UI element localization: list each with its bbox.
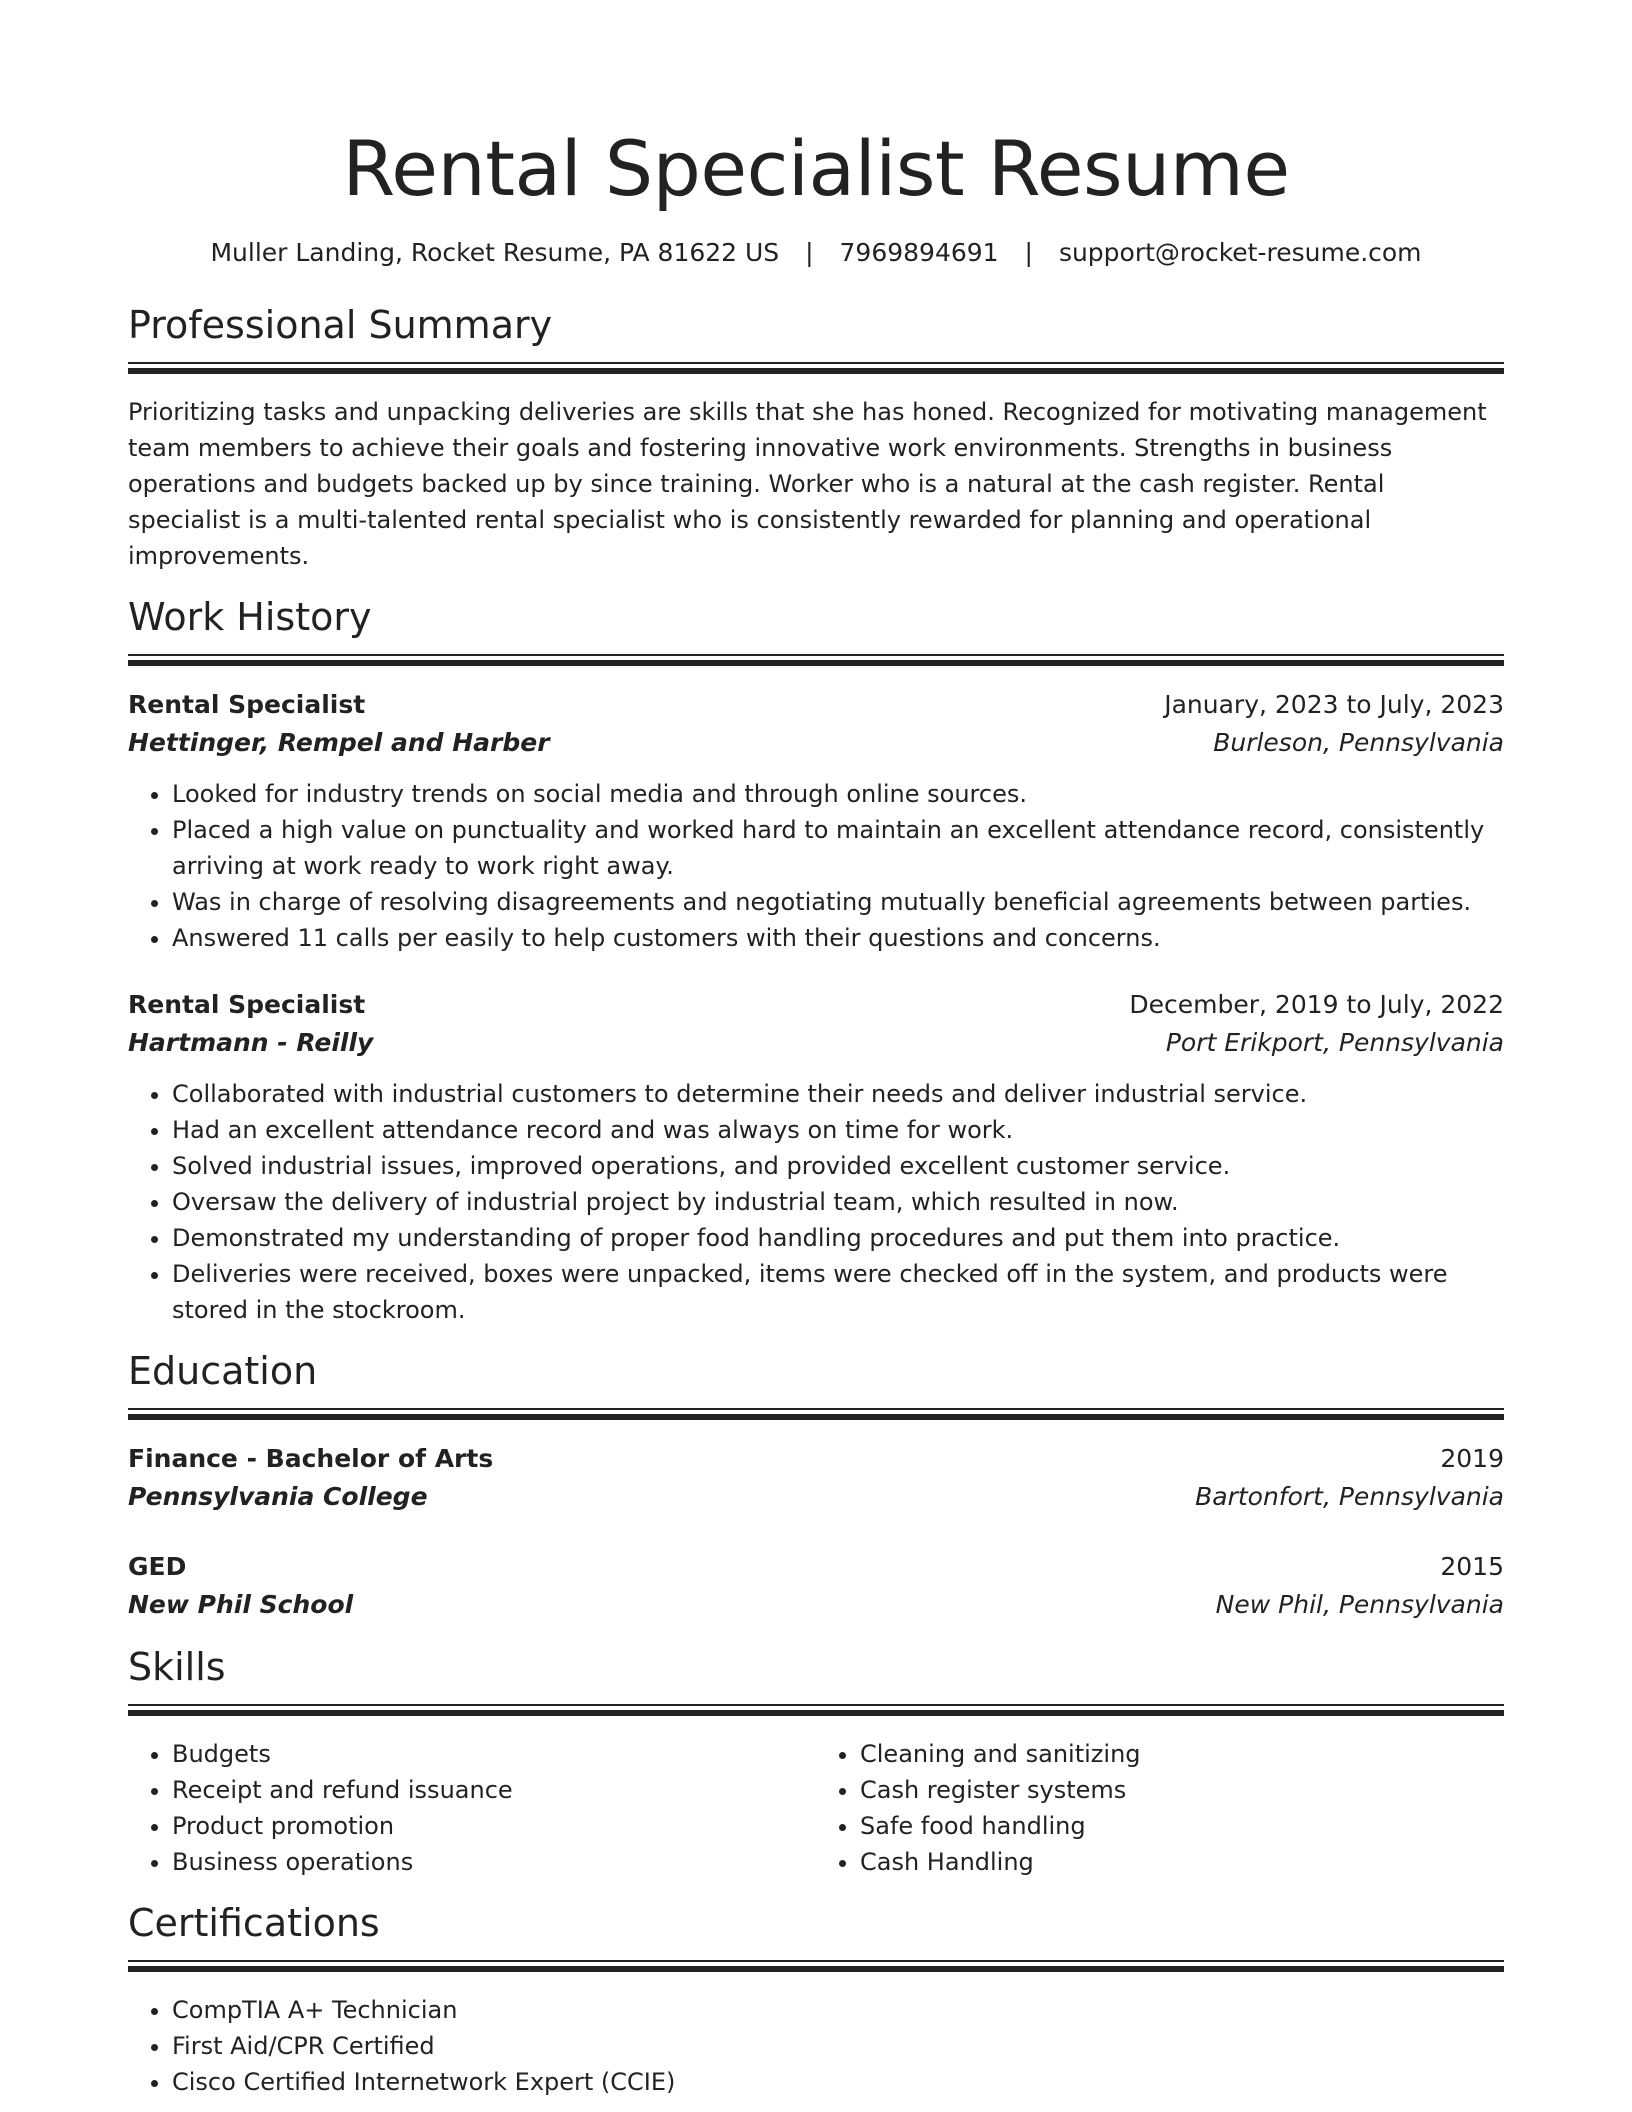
skills-heading: Skills <box>128 1645 226 1689</box>
education-degree: GED <box>128 1552 187 1581</box>
certifications-heading: Certifications <box>128 1901 380 1945</box>
education-year: 2019 <box>1440 1444 1504 1473</box>
job-entry <box>128 986 1504 1328</box>
job-bullet: • Was in charge of resolving disagreements and negotiating mutually beneficial agreements between parties. <box>172 884 1504 920</box>
certifications-list <box>128 1992 1504 2100</box>
job-company: Hettinger, Rempel and Harber <box>128 728 550 757</box>
certification-item: • CompTIA A+ Technician <box>172 1992 1504 2028</box>
job-title: Rental Specialist <box>128 990 366 1019</box>
skill-item: • Product promotion <box>172 1808 816 1844</box>
job-location: Port Erikport, Pennsylvania <box>1165 1028 1504 1057</box>
contact-separator: | <box>1024 238 1033 267</box>
section-divider <box>128 1704 1504 1716</box>
contact-separator: | <box>805 238 814 267</box>
job-bullet: • Placed a high value on punctuality and worked hard to maintain an excellent attendance record, consistently arriving at work ready to work right away. <box>172 812 1504 884</box>
summary-heading: Professional Summary <box>128 303 553 347</box>
skills-grid <box>128 1736 1504 1880</box>
summary-text: Prioritizing tasks and unpacking deliveries are skills that she has honed. Recognized for motivating management team members to achieve their goals and fostering innovative work environments. Strengths in business operations and budgets backed up by since training. Worker who is a natural at the cash register. Rental specialist is a multi-talented rental specialist who is consistently rewarded for planning and operational improvements. <box>128 398 1487 570</box>
job-company-row <box>128 724 1504 762</box>
skills-section <box>128 1642 1504 1880</box>
education-entry <box>128 1440 1504 1516</box>
job-title: Rental Specialist <box>128 690 366 719</box>
education-entry <box>128 1548 1504 1624</box>
job-bullet: • Had an excellent attendance record and was always on time for work. <box>172 1112 1504 1148</box>
work-history-heading: Work History <box>128 595 372 639</box>
education-school: New Phil School <box>128 1590 354 1619</box>
education-heading: Education <box>128 1349 318 1393</box>
job-header-row <box>128 686 1504 724</box>
education-section <box>128 1346 1504 1624</box>
job-header-row <box>128 986 1504 1024</box>
job-company: Hartmann - Reilly <box>128 1028 374 1057</box>
skill-item: • Cash register systems <box>860 1772 1504 1808</box>
section-divider <box>128 1408 1504 1420</box>
education-school: Pennsylvania College <box>128 1482 428 1511</box>
education-year: 2015 <box>1440 1552 1504 1581</box>
education-school-row <box>128 1478 1504 1516</box>
job-bullet: • Collaborated with industrial customers to determine their needs and deliver industrial service. <box>172 1076 1504 1112</box>
job-dates: December, 2019 to July, 2022 <box>1129 990 1504 1019</box>
certifications-section <box>128 1898 1504 2100</box>
job-bullets <box>128 1076 1504 1328</box>
job-bullet: • Oversaw the delivery of industrial project by industrial team, which resulted in now. <box>172 1184 1504 1220</box>
education-location: New Phil, Pennsylvania <box>1215 1590 1504 1619</box>
contact-phone: 7969894691 <box>839 238 999 267</box>
skill-item: • Cash Handling <box>860 1844 1504 1880</box>
skill-item: • Business operations <box>172 1844 816 1880</box>
contact-address: Muller Landing, Rocket Resume, PA 81622 US <box>210 238 780 267</box>
contact-line <box>128 236 1504 270</box>
skill-item: • Budgets <box>172 1736 816 1772</box>
job-dates: January, 2023 to July, 2023 <box>1164 690 1504 719</box>
job-bullet: • Answered 11 calls per easily to help customers with their questions and concerns. <box>172 920 1504 956</box>
job-company-row <box>128 1024 1504 1062</box>
work-history-section <box>128 592 1504 1328</box>
job-bullet: • Demonstrated my understanding of proper food handling procedures and put them into practice. <box>172 1220 1504 1256</box>
skills-list-right <box>816 1736 1504 1880</box>
section-divider <box>128 654 1504 666</box>
skill-item: • Receipt and refund issuance <box>172 1772 816 1808</box>
job-bullet: • Deliveries were received, boxes were unpacked, items were checked off in the system, and products were stored in the stockroom. <box>172 1256 1504 1328</box>
skill-item: • Cleaning and sanitizing <box>860 1736 1504 1772</box>
education-header-row <box>128 1548 1504 1586</box>
job-bullets <box>128 776 1504 956</box>
education-degree: Finance - Bachelor of Arts <box>128 1444 494 1473</box>
resume-title: Rental Specialist Resume <box>342 124 1290 213</box>
job-bullet: • Solved industrial issues, improved operations, and provided excellent customer service. <box>172 1148 1504 1184</box>
education-header-row <box>128 1440 1504 1478</box>
job-entry <box>128 686 1504 956</box>
certification-item: • First Aid/CPR Certified <box>172 2028 1504 2064</box>
education-school-row <box>128 1586 1504 1624</box>
education-location: Bartonfort, Pennsylvania <box>1195 1482 1504 1511</box>
section-divider <box>128 1960 1504 1972</box>
section-divider <box>128 362 1504 374</box>
job-bullet: • Looked for industry trends on social media and through online sources. <box>172 776 1504 812</box>
skill-item: • Safe food handling <box>860 1808 1504 1844</box>
job-location: Burleson, Pennsylvania <box>1213 728 1504 757</box>
skills-list-left <box>128 1736 816 1880</box>
summary-section <box>128 300 1504 574</box>
contact-email: support@rocket-resume.com <box>1058 238 1422 267</box>
certification-item: • Cisco Certified Internetwork Expert (CCIE) <box>172 2064 1504 2100</box>
